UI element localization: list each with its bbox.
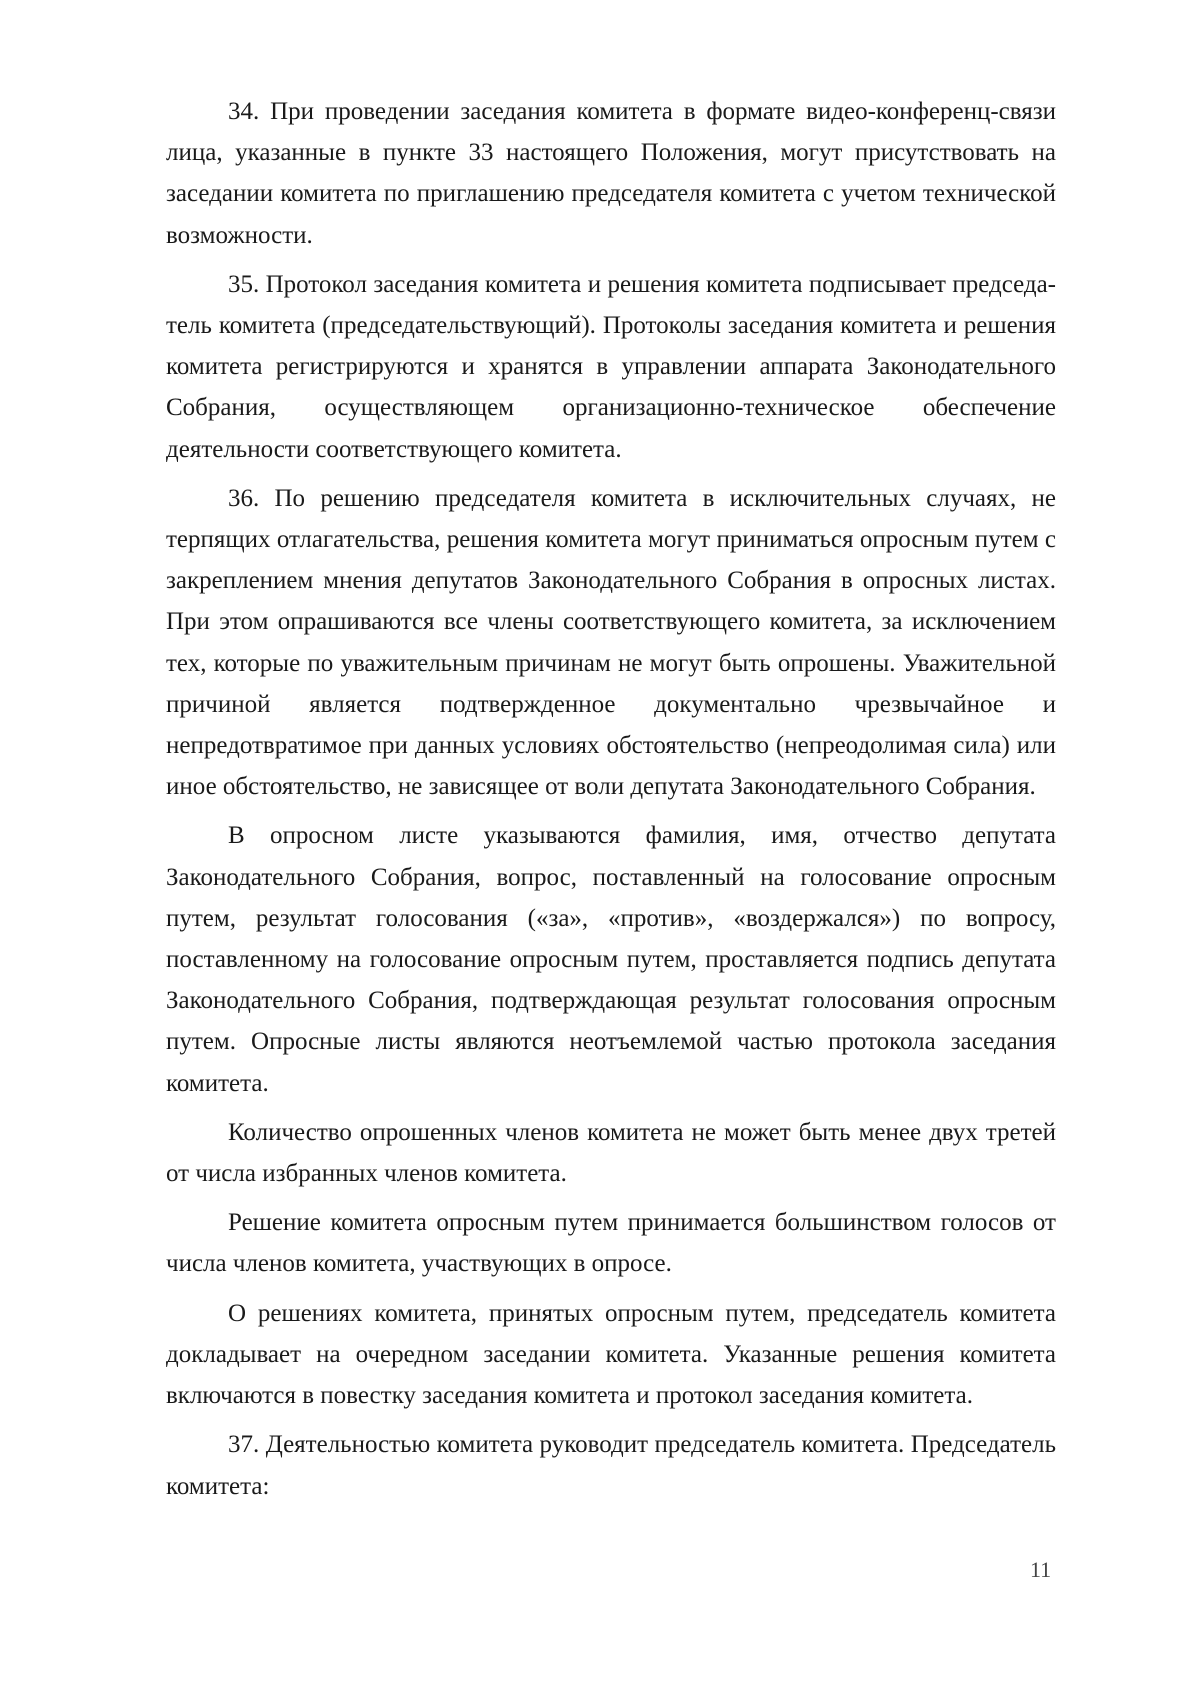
paragraph-report: О решениях комитета, принятых опросным путем, председатель комитета докладывает на очередном заседании комитета. Указанные решения комитета включаются в повестку заседания комитета и протокол заседания комитета. (166, 1299, 1056, 1410)
body-text (166, 91, 1056, 1515)
paragraph-36: 36. По решению председателя комитета в исключительных случаях, не терпящих отлагательства, решения комитета могут приниматься опросным путем с закреплением мнения депутатов Законодательного Собрания в опросных листах. При этом опрашиваются все члены соответствующего комитета, за исключением тех, которые по уважительным причинам не могут быть опрошены. Уважительной причиной является подтвержденное документально чрезвычайное и непредотвратимое при данных условиях обстоятельство (непреодолимая сила) или иное обстоятельство, не зависящее от воли депутата Законодательного Собрания. (166, 484, 1056, 801)
paragraph-quorum: Количество опрошенных членов комитета не может быть менее двух третей от числа избранных членов комитета. (166, 1118, 1056, 1188)
page-number: 11 (1030, 1557, 1052, 1582)
paragraph-34: 34. При проведении заседания комитета в формате видео-конференц-связи лица, указанные в пункте 33 настоящего Положения, могут присутствовать на заседании комитета по приглашению председателя комитета с учетом технической возможности. (166, 98, 1056, 249)
paragraph-37: 37. Деятельностью комитета руководит председатель комитета. Председатель комитета: (166, 1431, 1056, 1500)
paragraph-majority: Решение комитета опросным путем принимается большинством голосов от числа членов комитета, участвующих в опросе. (166, 1209, 1056, 1278)
paragraph-questionnaire: В опросном листе указываются фамилия, имя, отчество депутата Законодательного Собрания, вопрос, поставленный на голосование опросным путем, результат голосования («за», «против», «воздержался») по вопросу, поставленному на голосование опросным путем, проставляется подпись депутата Законодательного Собрания, подтверждающая результат голосования опросным путем. Опросные листы являются неотъемлемой частью протокола заседания комитета. (166, 822, 1056, 1097)
paragraph-35: 35. Протокол заседания комитета и решения комитета подписывает председатель комитета (председательствующий). Протоколы заседания комитета и решения комитета регистрируются и хранятся в управлении аппарата Законодательного Собрания, осуществляющем организационно-техническое обеспечение деятельности соответствующего комитета. (166, 270, 1056, 463)
